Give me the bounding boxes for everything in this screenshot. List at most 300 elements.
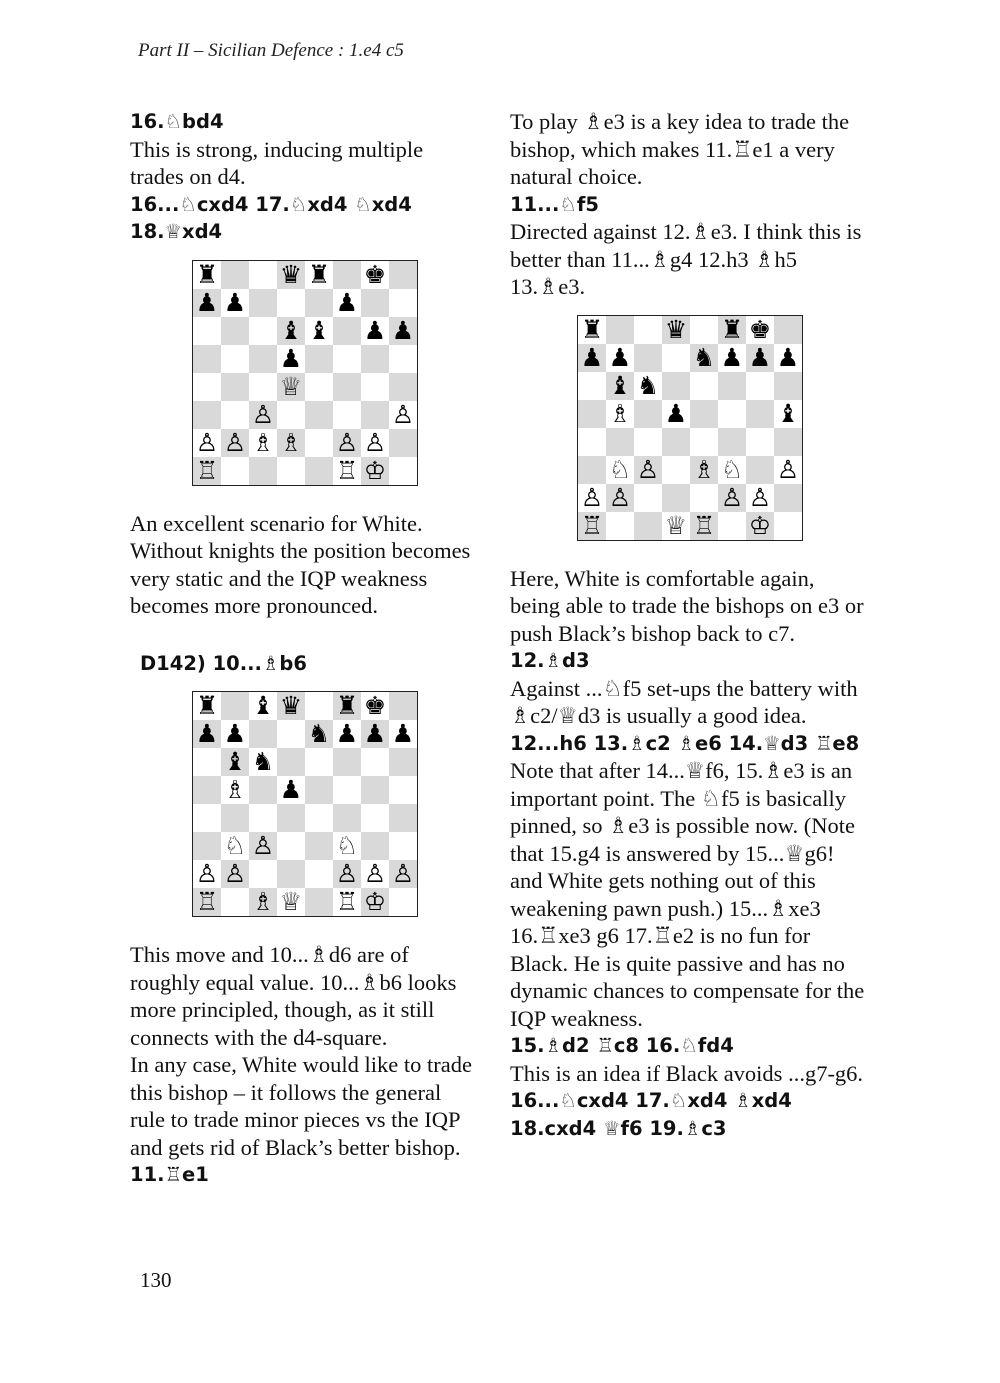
white-knight-icon: ♘ [223, 831, 247, 860]
white-queen-icon: ♕ [664, 510, 688, 540]
white-bishop-icon: ♗ [692, 454, 716, 484]
board-square [389, 345, 417, 373]
board-square [690, 372, 718, 400]
black-bishop-icon: ♝ [251, 691, 275, 720]
board-square [305, 345, 333, 373]
board-square [690, 344, 718, 372]
board-square [221, 748, 249, 776]
move-line: 16...♘cxd4 17.♘xd4 ♘xd4 18.♕xd4 [130, 192, 412, 243]
board-square [333, 401, 361, 429]
white-knight-icon: ♘ [720, 454, 744, 484]
white-rook-icon: ♖ [195, 455, 219, 485]
board-square [221, 692, 249, 720]
board-square [361, 345, 389, 373]
board-square [277, 832, 305, 860]
paragraph: In any case, White would like to trade this bishop – it follows the general rule to trade minor pieces vs the IQP and gets rid of Black’s better bishop. [130, 1052, 472, 1160]
board-square [193, 345, 221, 373]
black-king-icon: ♚ [363, 259, 387, 289]
board-square [277, 261, 305, 289]
black-pawn-icon: ♟ [223, 719, 247, 748]
board-square [634, 512, 662, 540]
board-square [606, 400, 634, 428]
board-square [305, 832, 333, 860]
black-king-icon: ♚ [363, 691, 387, 720]
board-square [193, 261, 221, 289]
board-square [305, 317, 333, 345]
move-line: 12.♗d3 [510, 649, 590, 672]
board-square [361, 289, 389, 317]
board-square [221, 720, 249, 748]
white-king-icon: ♔ [363, 887, 387, 916]
white-king-icon: ♔ [748, 510, 772, 540]
board-square [389, 692, 417, 720]
board-square [277, 345, 305, 373]
right-column [510, 108, 870, 1142]
board-square [389, 720, 417, 748]
board-square [774, 512, 802, 540]
board-square [746, 372, 774, 400]
board-square [333, 692, 361, 720]
black-bishop-icon: ♝ [608, 370, 632, 400]
board-square [361, 429, 389, 457]
board-square [221, 804, 249, 832]
board-square [389, 317, 417, 345]
board-square [389, 804, 417, 832]
board-square [193, 692, 221, 720]
board-square [221, 289, 249, 317]
black-rook-icon: ♜ [195, 259, 219, 289]
board-square [389, 748, 417, 776]
board-square [305, 860, 333, 888]
board-square [277, 317, 305, 345]
board-square [606, 512, 634, 540]
paragraph: An excellent scenario for White. Without knights the position becomes very static and the IQP weakness becomes more pronounced. [130, 510, 471, 618]
white-knight-icon: ♘ [335, 831, 359, 860]
black-pawn-icon: ♟ [391, 719, 415, 748]
board-square [662, 400, 690, 428]
white-pawn-icon: ♙ [223, 859, 247, 888]
board-square [333, 261, 361, 289]
board-square [578, 400, 606, 428]
white-pawn-icon: ♙ [636, 454, 660, 484]
board-square [221, 832, 249, 860]
board-square [249, 373, 277, 401]
board-square [249, 345, 277, 373]
black-pawn-icon: ♟ [748, 342, 772, 372]
black-rook-icon: ♜ [195, 691, 219, 720]
white-pawn-icon: ♙ [251, 399, 275, 429]
chess-diagram-3 [130, 691, 480, 917]
black-pawn-icon: ♟ [580, 342, 604, 372]
board-square [774, 400, 802, 428]
board-square [662, 428, 690, 456]
board-square [389, 860, 417, 888]
paragraph: Note that after 14...♕f6, 15.♗e3 is an important point. The ♘f5 is basically pinned, so ♗e3 is possible now. (Note that 15.g4 is answered by 15...♕g6! and White gets nothing out of this weakening pawn push.) 15...♗xe3 16.♖xe3 g6 17.♖e2 is no fun for Black. He is quite passive and has no dynamic chances to compensate for the IQP weakness. [510, 758, 865, 1031]
board-square [389, 373, 417, 401]
board-square [606, 428, 634, 456]
board-square [221, 261, 249, 289]
board-square [277, 860, 305, 888]
white-pawn-icon: ♙ [391, 859, 415, 888]
board-square [634, 456, 662, 484]
white-pawn-icon: ♙ [363, 859, 387, 888]
white-rook-icon: ♖ [692, 510, 716, 540]
black-pawn-icon: ♟ [608, 342, 632, 372]
board-square [578, 316, 606, 344]
board-square [690, 512, 718, 540]
black-king-icon: ♚ [748, 314, 772, 344]
board-square [305, 261, 333, 289]
board-square [333, 720, 361, 748]
board-square [718, 400, 746, 428]
board-square [333, 888, 361, 916]
board-square [578, 428, 606, 456]
black-bishop-icon: ♝ [223, 747, 247, 776]
black-pawn-icon: ♟ [391, 315, 415, 345]
board-square [249, 748, 277, 776]
board-square [305, 401, 333, 429]
board-square [606, 456, 634, 484]
board-square [662, 372, 690, 400]
board-square [193, 429, 221, 457]
black-rook-icon: ♜ [720, 314, 744, 344]
white-pawn-icon: ♙ [223, 427, 247, 457]
board-square [578, 344, 606, 372]
page-number: 130 [140, 1268, 172, 1292]
board-square [193, 373, 221, 401]
board-square [361, 692, 389, 720]
board-square [249, 457, 277, 485]
white-bishop-icon: ♗ [223, 775, 247, 804]
running-header: Part II – Sicilian Defence : 1.e4 c5 [138, 40, 404, 61]
chess-diagram-1 [130, 260, 480, 486]
board-square [718, 316, 746, 344]
board-square [305, 888, 333, 916]
white-pawn-icon: ♙ [363, 427, 387, 457]
paragraph: This is strong, inducing multiple trades on d4. [130, 136, 424, 189]
board-square [333, 832, 361, 860]
black-rook-icon: ♜ [335, 691, 359, 720]
board-square [277, 401, 305, 429]
board-square [193, 804, 221, 832]
board-square [746, 344, 774, 372]
board-square [193, 860, 221, 888]
board-square [746, 484, 774, 512]
board-square [578, 456, 606, 484]
board-square [277, 457, 305, 485]
board-square [774, 316, 802, 344]
board-square [193, 317, 221, 345]
board-square [634, 428, 662, 456]
move-line: 16.♘bd4 [130, 110, 224, 133]
white-rook-icon: ♖ [580, 510, 604, 540]
white-pawn-icon: ♙ [608, 482, 632, 512]
black-bishop-icon: ♝ [307, 315, 331, 345]
board-square [277, 888, 305, 916]
board-square [249, 317, 277, 345]
board-square [221, 345, 249, 373]
chess-diagram-2 [510, 315, 870, 541]
white-pawn-icon: ♙ [391, 399, 415, 429]
board-square [249, 804, 277, 832]
paragraph: Here, White is comfortable again, being able to trade the bishops on e3 or push Black’s bishop back to c7. [510, 565, 864, 646]
black-queen-icon: ♛ [279, 259, 303, 289]
board-square [333, 317, 361, 345]
board-square [606, 344, 634, 372]
board-square [774, 484, 802, 512]
move-line: 15.♗d2 ♖c8 16.♘fd4 [510, 1034, 734, 1057]
black-knight-icon: ♞ [307, 719, 331, 748]
board-square [389, 888, 417, 916]
board-square [389, 429, 417, 457]
board-square [746, 456, 774, 484]
board-square [389, 261, 417, 289]
board-square [361, 776, 389, 804]
board-square [361, 373, 389, 401]
board-square [774, 456, 802, 484]
board-square [361, 720, 389, 748]
white-pawn-icon: ♙ [335, 427, 359, 457]
board-square [193, 776, 221, 804]
white-pawn-icon: ♙ [748, 482, 772, 512]
board-square [361, 317, 389, 345]
black-bishop-icon: ♝ [776, 398, 800, 428]
black-pawn-icon: ♟ [279, 775, 303, 804]
board-square [361, 860, 389, 888]
board-square [249, 289, 277, 317]
board-square [634, 316, 662, 344]
board-square [389, 457, 417, 485]
paragraph: This is an idea if Black avoids ...g7-g6. [510, 1060, 864, 1086]
board-square [361, 748, 389, 776]
board-square [361, 261, 389, 289]
black-pawn-icon: ♟ [363, 315, 387, 345]
board-square [662, 316, 690, 344]
board-square [249, 860, 277, 888]
paragraph: Against ...♘f5 set-ups the battery with ♗c2/♕d3 is usually a good idea. [510, 675, 858, 728]
board-square [333, 289, 361, 317]
board-square [305, 289, 333, 317]
board-square [277, 289, 305, 317]
board-square [277, 429, 305, 457]
left-column [130, 108, 480, 1189]
board-square [305, 692, 333, 720]
board-square [361, 832, 389, 860]
board-square [333, 776, 361, 804]
white-pawn-icon: ♙ [720, 482, 744, 512]
board-square [193, 888, 221, 916]
black-pawn-icon: ♟ [223, 287, 247, 317]
board-square [249, 888, 277, 916]
board-square [606, 484, 634, 512]
board-square [221, 317, 249, 345]
board-square [718, 372, 746, 400]
board-square [249, 776, 277, 804]
black-pawn-icon: ♟ [363, 719, 387, 748]
board-square [277, 373, 305, 401]
board-square [249, 401, 277, 429]
board-square [634, 400, 662, 428]
board-square [193, 720, 221, 748]
board-square [277, 776, 305, 804]
board-square [277, 720, 305, 748]
board-square [305, 373, 333, 401]
board-square [333, 748, 361, 776]
board-square [333, 345, 361, 373]
board-square [361, 804, 389, 832]
board-square [690, 428, 718, 456]
board-square [361, 401, 389, 429]
board-square [774, 428, 802, 456]
black-queen-icon: ♛ [279, 691, 303, 720]
board-square [389, 776, 417, 804]
board-square [718, 428, 746, 456]
move-line: 11...♘f5 [510, 192, 599, 216]
chessboard [192, 260, 418, 486]
board-square [718, 512, 746, 540]
chessboard [577, 315, 803, 541]
board-square [305, 720, 333, 748]
black-pawn-icon: ♟ [335, 719, 359, 748]
black-rook-icon: ♜ [307, 259, 331, 289]
board-square [221, 888, 249, 916]
board-square [305, 429, 333, 457]
board-square [305, 748, 333, 776]
board-square [333, 457, 361, 485]
black-pawn-icon: ♟ [279, 343, 303, 373]
white-pawn-icon: ♙ [580, 482, 604, 512]
black-pawn-icon: ♟ [664, 398, 688, 428]
board-square [193, 289, 221, 317]
white-queen-icon: ♕ [279, 371, 303, 401]
board-square [746, 400, 774, 428]
board-square [690, 400, 718, 428]
black-queen-icon: ♛ [664, 314, 688, 344]
board-square [221, 860, 249, 888]
white-rook-icon: ♖ [195, 887, 219, 916]
board-square [718, 484, 746, 512]
move-line: 12...h6 13.♗c2 ♗e6 14.♕d3 ♖e8 [510, 731, 860, 755]
board-square [606, 372, 634, 400]
board-square [746, 512, 774, 540]
board-square [249, 720, 277, 748]
board-square [361, 457, 389, 485]
board-square [389, 401, 417, 429]
section-subheading: D142) 10...♗b6 [140, 651, 307, 675]
board-square [578, 512, 606, 540]
board-square [634, 372, 662, 400]
board-square [333, 373, 361, 401]
board-square [634, 484, 662, 512]
board-square [690, 316, 718, 344]
move-line: 11.♖e1 [130, 1163, 209, 1186]
board-square [634, 344, 662, 372]
board-square [249, 692, 277, 720]
black-bishop-icon: ♝ [279, 315, 303, 345]
white-rook-icon: ♖ [335, 887, 359, 916]
board-square [333, 860, 361, 888]
black-pawn-icon: ♟ [776, 342, 800, 372]
white-pawn-icon: ♙ [195, 427, 219, 457]
board-square [578, 372, 606, 400]
white-bishop-icon: ♗ [279, 427, 303, 457]
board-square [277, 804, 305, 832]
black-pawn-icon: ♟ [195, 719, 219, 748]
white-pawn-icon: ♙ [251, 831, 275, 860]
board-square [193, 832, 221, 860]
board-square [606, 316, 634, 344]
white-pawn-icon: ♙ [335, 859, 359, 888]
black-knight-icon: ♞ [636, 370, 660, 400]
board-square [277, 692, 305, 720]
board-square [305, 804, 333, 832]
board-square [221, 429, 249, 457]
board-square [333, 429, 361, 457]
white-queen-icon: ♕ [279, 887, 303, 916]
white-king-icon: ♔ [363, 455, 387, 485]
board-square [221, 776, 249, 804]
board-square [221, 457, 249, 485]
board-square [249, 832, 277, 860]
white-bishop-icon: ♗ [608, 398, 632, 428]
board-square [662, 484, 690, 512]
board-square [277, 748, 305, 776]
board-square [333, 804, 361, 832]
white-rook-icon: ♖ [335, 455, 359, 485]
board-square [221, 373, 249, 401]
board-square [389, 289, 417, 317]
board-square [578, 484, 606, 512]
black-pawn-icon: ♟ [195, 287, 219, 317]
board-square [718, 456, 746, 484]
white-knight-icon: ♘ [608, 454, 632, 484]
board-square [690, 456, 718, 484]
board-square [249, 261, 277, 289]
board-square [718, 344, 746, 372]
black-rook-icon: ♜ [580, 314, 604, 344]
paragraph: This move and 10...♗d6 are of roughly equal value. 10...♗b6 looks more principled, though, as it still connects with the d4-square. [130, 942, 457, 1050]
board-square [389, 832, 417, 860]
board-square [193, 457, 221, 485]
board-square [193, 401, 221, 429]
board-square [662, 512, 690, 540]
black-knight-icon: ♞ [251, 747, 275, 776]
chessboard [192, 691, 418, 917]
board-square [305, 776, 333, 804]
board-square [662, 344, 690, 372]
board-square [746, 316, 774, 344]
white-bishop-icon: ♗ [251, 427, 275, 457]
black-pawn-icon: ♟ [335, 287, 359, 317]
board-square [746, 428, 774, 456]
black-pawn-icon: ♟ [720, 342, 744, 372]
white-pawn-icon: ♙ [776, 454, 800, 484]
board-square [361, 888, 389, 916]
move-line: 16...♘cxd4 17.♘xd4 ♗xd4 18.cxd4 ♕f6 19.♗c3 [510, 1089, 792, 1140]
white-pawn-icon: ♙ [195, 859, 219, 888]
board-square [193, 748, 221, 776]
white-bishop-icon: ♗ [251, 887, 275, 916]
paragraph: To play ♗e3 is a key idea to trade the bishop, which makes 11.♖e1 a very natural choice. [510, 109, 850, 189]
board-square [305, 457, 333, 485]
board-square [662, 456, 690, 484]
board-square [249, 429, 277, 457]
board-square [690, 484, 718, 512]
black-knight-icon: ♞ [692, 342, 716, 372]
board-square [774, 372, 802, 400]
board-square [774, 344, 802, 372]
paragraph: Directed against 12.♗e3. I think this is better than 11...♗g4 12.h3 ♗h5 13.♗e3. [510, 219, 862, 299]
